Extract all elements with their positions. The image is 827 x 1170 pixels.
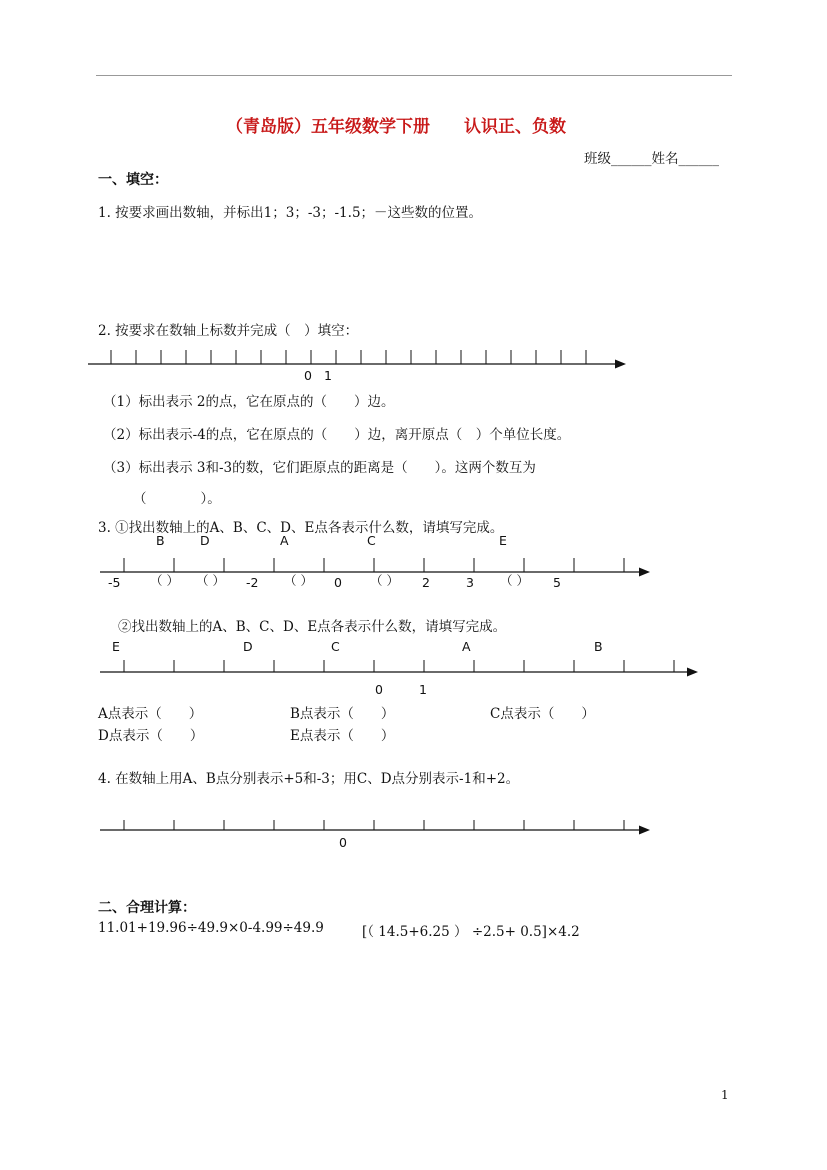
q2-sub2: （2）标出表示-4的点，它在原点的（ ）边，离开原点（ ）个单位长度。 [103,427,571,443]
q2-sub1: （1）标出表示 2的点，它在原点的（ ）边。 [103,394,395,410]
point-label-a: A [462,639,471,654]
axis-blank: （ ） [500,573,529,588]
page-number: 1 [721,1088,729,1102]
point-label-e: E [112,639,120,654]
axis-label: 2 [422,575,430,590]
q3-prompt2: ②找出数轴上的A、B、C、D、E点各表示什么数，请填写完成。 [118,619,507,635]
axis-label-1: 1 [419,682,427,697]
q2-sub3-cont: （ ）。 [133,491,221,507]
point-label-a: A [280,533,289,548]
answer-e: E点表示（ ） [290,728,395,744]
axis-arrow [639,826,650,835]
calc-expr-1: 11.01+19.96÷49.9×0-4.99÷49.9 [98,920,324,936]
point-label-b: B [594,639,603,654]
axis-label: 0 [334,575,342,590]
answer-b: B点表示（ ） [290,706,395,722]
point-label-d: D [243,639,253,654]
axis-label-0: 0 [375,682,383,697]
axis-blank: （ ） [150,573,179,588]
point-label-c: C [367,533,376,548]
section1-heading: 一、填空： [98,172,168,188]
q3-prompt1: 3. ①找出数轴上的A、B、C、D、E点各表示什么数，请填写完成。 [98,520,504,536]
q4-prompt: 4. 在数轴上用A、B点分别表示+5和-3；用C、D点分别表示-1和+2。 [98,771,520,787]
point-label-b: B [156,533,165,548]
axis-label-0: 0 [304,368,312,383]
axis-blank: （ ） [284,573,313,588]
axis-blank: （ ） [196,573,225,588]
section2-heading: 二、合理计算： [98,900,196,916]
point-label-e: E [499,533,507,548]
answer-a: A点表示（ ） [98,706,203,722]
axis-label: -2 [246,575,259,590]
q1-text: 1. 按要求画出数轴，并标出1；3；-3；-1.5；－这些数的位置。 [98,205,483,221]
class-name-line: 班级______姓名______ [584,151,719,167]
point-label-d: D [200,533,210,548]
answer-d: D点表示（ ） [98,728,204,744]
page-title: （青岛版）五年级数学下册 认识正、负数 [226,117,566,137]
axis-label: 5 [553,575,561,590]
axis-blank: （ ） [370,573,399,588]
point-label-c: C [331,639,340,654]
axis-label-0: 0 [339,835,347,850]
q2-sub3: （3）标出表示 3和-3的数，它们距原点的距离是（ ）。这两个数互为 [103,460,536,476]
axis-label: 3 [466,575,474,590]
axis-label-1: 1 [324,368,332,383]
axis-label: -5 [108,575,121,590]
q2-prompt: 2. 按要求在数轴上标数并完成（ ）填空： [98,323,359,339]
calc-expr-2: [（ 14.5+6.25 ） ÷2.5+ 0.5]×4.2 [362,924,580,940]
answer-c: C点表示（ ） [490,706,595,722]
